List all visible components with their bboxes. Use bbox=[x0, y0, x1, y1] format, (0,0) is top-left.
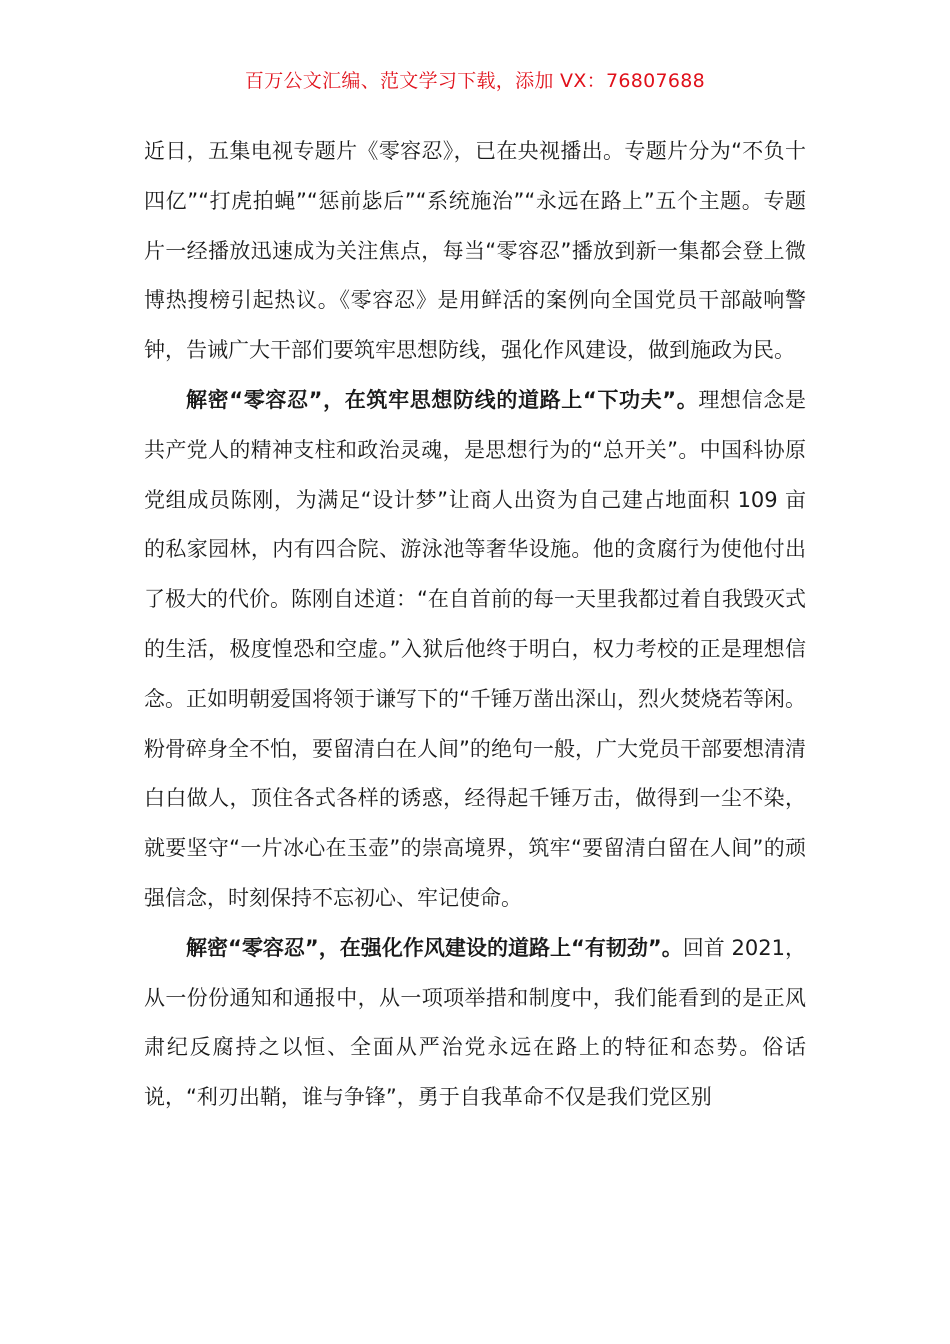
header-banner: 百万公文汇编、范文学习下载，添加 VX：76807688 bbox=[244, 70, 706, 92]
paragraph-intro-text: 近日，五集电视专题片《零容忍》，已在央视播出。专题片分为“不负十四亿”“打虎拍蝇”“惩前毖后”“系统施治”“永远在路上”五个主题。专题片一经播放迅速成为关注焦点，每当“零容忍”播放到新一集都会登上微博热搜榜引起热议。《零容忍》是用鲜活的案例向全国党员干部敲响警钟，告诫广大干部们要筑牢思想防线，强化作风建设，做到施政为民。 bbox=[144, 139, 806, 363]
section-2-heading: 解密“零容忍”，在强化作风建设的道路上“有韧劲”。 bbox=[186, 935, 683, 960]
section-2-text: 回首 2021，从一份份通知和通报中，从一项项举措和制度中，我们能看到的是正风肃纪反腐持之以恒、全面从严治党永远在路上的特征和态势。俗话说，“利刃出鞘，谁与争锋”，勇于自我革命不仅是我们党区别 bbox=[144, 935, 806, 1110]
paragraph-intro bbox=[144, 127, 806, 376]
section-1-heading: 解密“零容忍”，在筑牢思想防线的道路上“下功夫”。 bbox=[186, 387, 699, 412]
paragraph-section-2 bbox=[144, 924, 806, 1123]
article-body bbox=[144, 127, 806, 1123]
section-1-text: 理想信念是共产党人的精神支柱和政治灵魂，是思想行为的“总开关”。中国科协原党组成员陈刚，为满足“设计梦”让商人出资为自己建占地面积 109 亩的私家园林，内有四合院、游泳池等奢华设施。他的贪腐行为使他付出了极大的代价。陈刚自述道：“在自首前的每一天里我都过着自我毁灭式的生活，极度惶恐和空虚。”入狱后他终于明白，权力考校的正是理想信念。正如明朝爱国将领于谦写下的“千锤万凿出深山，烈火焚烧若等闲。粉骨碎身全不怕，要留清白在人间”的绝句一般，广大党员干部要想清清白白做人，顶住各式各样的诱惑，经得起千锤万击，做得到一尘不染，就要坚守“一片冰心在玉壶”的崇高境界，筑牢“要留清白留在人间”的顽强信念，时刻保持不忘初心、牢记使命。 bbox=[144, 387, 806, 910]
paragraph-section-1 bbox=[144, 376, 806, 924]
